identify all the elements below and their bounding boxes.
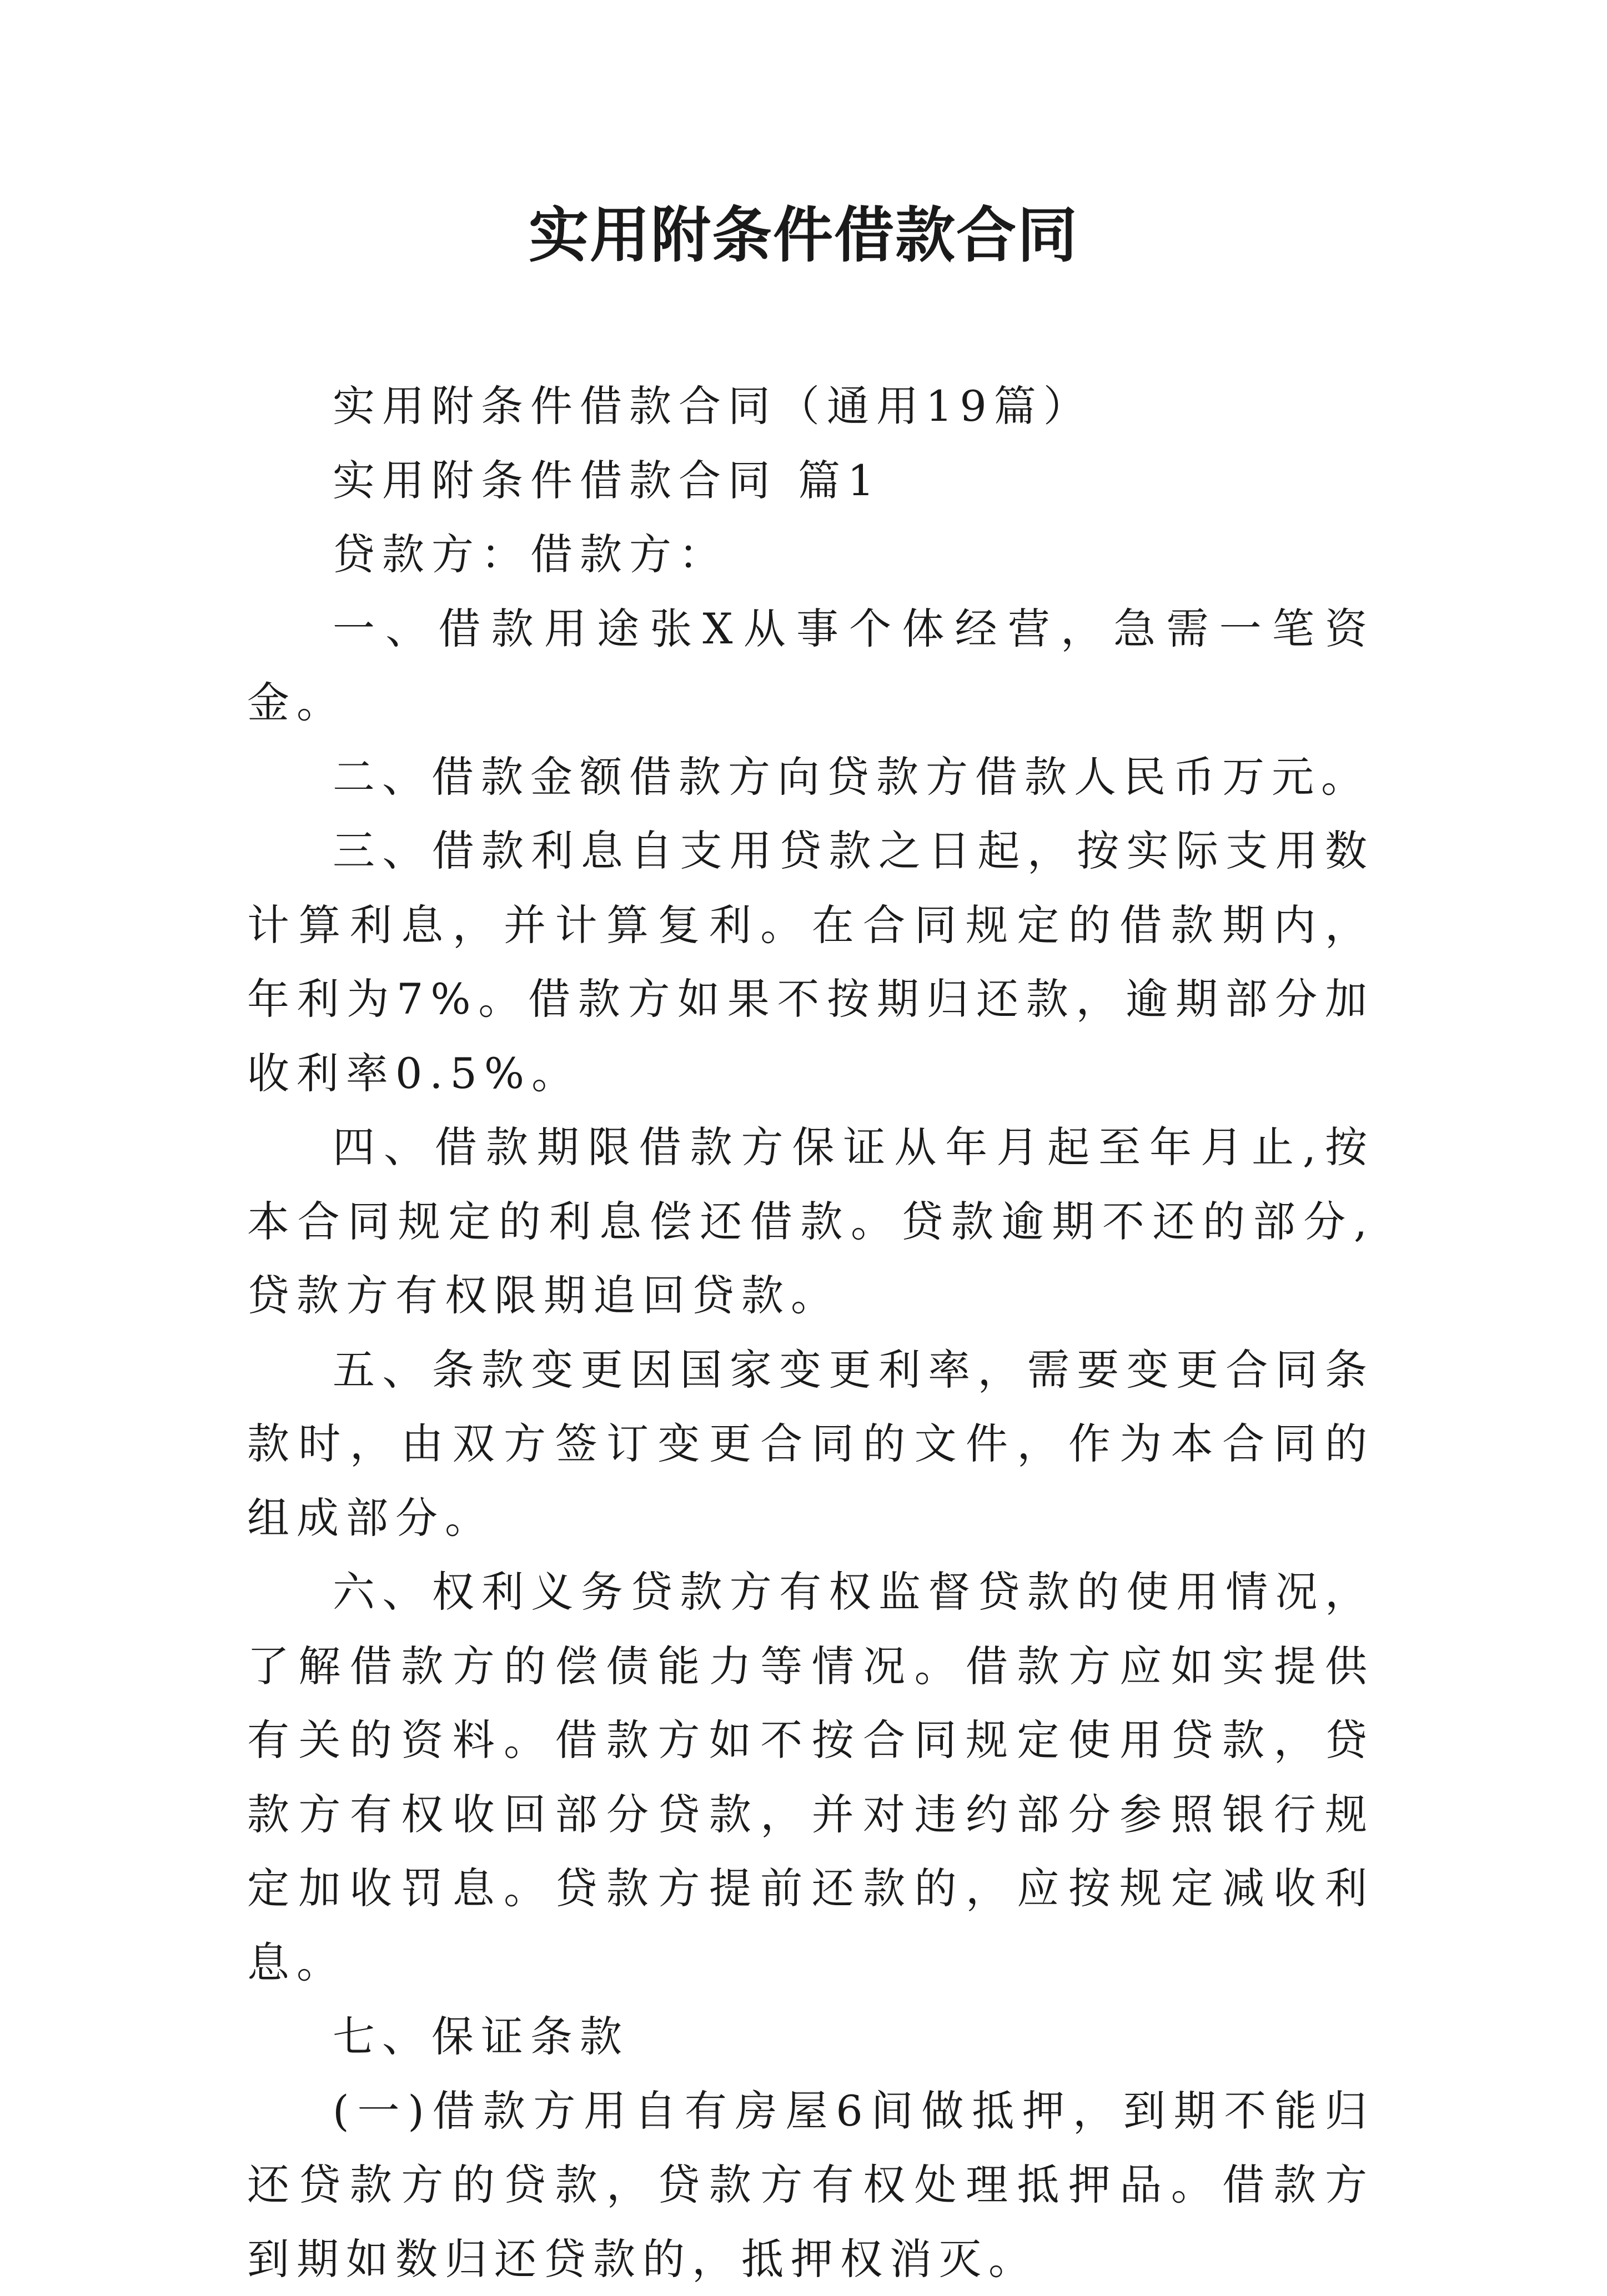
paragraph-heading-series: 实用附条件借款合同（通用19篇） (247, 369, 1374, 444)
paragraph-clause-2-amount: 二、借款金额借款方向贷款方借款人民币万元。 (247, 740, 1374, 814)
document-title: 实用附条件借款合同 (0, 197, 1607, 275)
paragraph-clause-3-interest: 三、借款利息自支用贷款之日起，按实际支用数计算利息，并计算复利。在合同规定的借款期内，年利为7%。借款方如果不按期归还款，逾期部分加收利率0.5%。 (247, 814, 1374, 1110)
document-body (247, 369, 1374, 2296)
paragraph-clause-5-amendment: 五、条款变更因国家变更利率，需要变更合同条款时，由双方签订变更合同的文件，作为本合同的组成部分。 (247, 1333, 1374, 1555)
paragraph-parties: 贷款方：借款方： (247, 517, 1374, 592)
paragraph-heading-part-1: 实用附条件借款合同 篇1 (247, 444, 1374, 518)
paragraph-clause-1-purpose: 一、借款用途张X从事个体经营，急需一笔资金。 (247, 592, 1374, 740)
paragraph-clause-7-1-collateral: (一)借款方用自有房屋6间做抵押，到期不能归还贷款方的贷款，贷款方有权处理抵押品。借款方到期如数归还贷款的，抵押权消灭。 (247, 2074, 1374, 2296)
paragraph-clause-6-rights: 六、权利义务贷款方有权监督贷款的使用情况，了解借款方的偿债能力等情况。借款方应如实提供有关的资料。借款方如不按合同规定使用贷款，贷款方有权收回部分贷款，并对违约部分参照银行规定加收罚息。贷款方提前还款的，应按规定减收利息。 (247, 1555, 1374, 2000)
paragraph-clause-4-term: 四、借款期限借款方保证从年月起至年月止,按本合同规定的利息偿还借款。贷款逾期不还的部分,贷款方有权限期追回贷款。 (247, 1110, 1374, 1333)
paragraph-clause-7-guarantee: 七、保证条款 (247, 2000, 1374, 2074)
